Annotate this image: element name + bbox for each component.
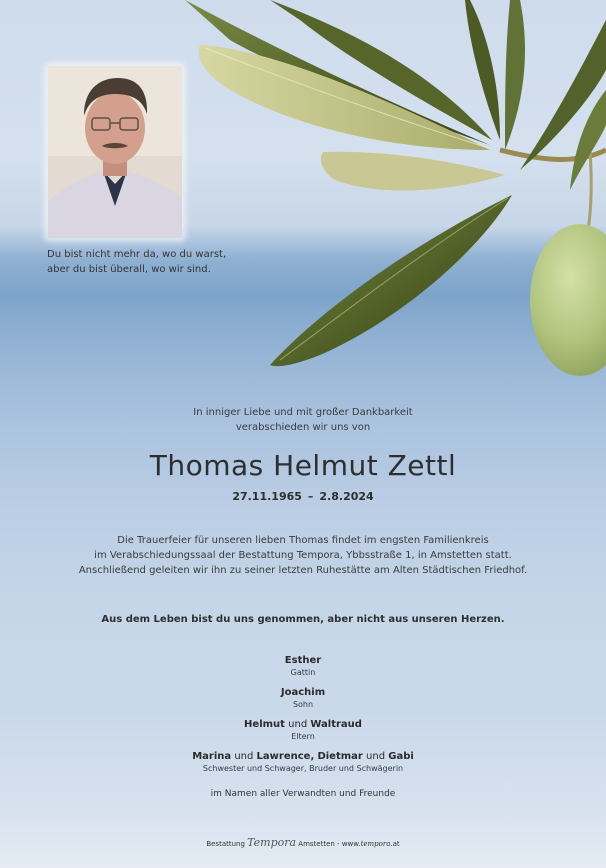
portrait-photo <box>48 66 182 238</box>
mourner-entry <box>0 686 606 710</box>
footer-prefix: Bestattung <box>206 840 245 848</box>
leaf-shape <box>505 0 525 150</box>
mourner-name: Marina <box>192 751 232 762</box>
mourner-joiner: und <box>288 719 308 730</box>
life-dates <box>0 490 606 503</box>
mourner-name: Gabi <box>388 751 414 762</box>
memorial-quote <box>47 247 287 277</box>
mourner-name: Joachim <box>280 687 326 698</box>
mourner-name: Waltraud <box>310 719 362 730</box>
mourner-role: Schwester und Schwager, Bruder und Schwägerin <box>202 764 404 773</box>
footer <box>0 836 606 849</box>
quote-line: Du bist nicht mehr da, wo du warst, <box>47 249 227 260</box>
footer-url[interactable]: www.tempora.at <box>341 840 400 848</box>
mourner-name: Dietmar <box>317 751 363 762</box>
closing-text: im Namen aller Verwandten und Freunde <box>210 789 396 799</box>
mourner-name: Lawrence, <box>256 751 315 762</box>
footer-city: Amstetten - <box>298 840 340 848</box>
ceremony-line: Die Trauerfeier für unseren lieben Thomas findet im engsten Familienkreis <box>117 535 489 546</box>
date-separator: – <box>307 490 314 503</box>
motto-text: Aus dem Leben bist du uns genommen, aber nicht aus unseren Herzen. <box>101 614 505 625</box>
mourner-entry <box>0 718 606 742</box>
mourner-joiner: und <box>234 751 254 762</box>
intro-line: verabschieden wir uns von <box>235 422 371 433</box>
mourner-entry <box>0 750 606 774</box>
ceremony-text <box>0 533 606 578</box>
intro-text <box>0 405 606 435</box>
ceremony-line: Anschließend geleiten wir ihn zu seiner letzten Ruhestätte am Alten Städtischen Friedhof. <box>78 565 528 576</box>
olive-fruit <box>530 224 606 376</box>
footer-brand-logo: Tempora <box>247 836 297 849</box>
quote-line: aber du bist überall, wo wir sind. <box>47 264 211 275</box>
mourner-role: Sohn <box>292 700 314 709</box>
mourner-name: Helmut <box>244 719 285 730</box>
mourner-entry <box>0 654 606 678</box>
mourner-name: Esther <box>284 655 322 666</box>
leaf-shape <box>321 152 505 191</box>
mourner-role: Gattin <box>290 668 316 677</box>
birth-date: 27.11.1965 <box>232 490 302 503</box>
mourner-joiner: und <box>366 751 386 762</box>
intro-line: In inniger Liebe und mit großer Dankbarkeit <box>193 407 413 418</box>
ceremony-line: im Verabschiedungssaal der Bestattung Tempora, Ybbsstraße 1, in Amstetten statt. <box>94 550 512 561</box>
deceased-name: Thomas Helmut Zettl <box>149 449 457 482</box>
mourner-role: Eltern <box>291 732 315 741</box>
death-date: 2.8.2024 <box>319 490 374 503</box>
